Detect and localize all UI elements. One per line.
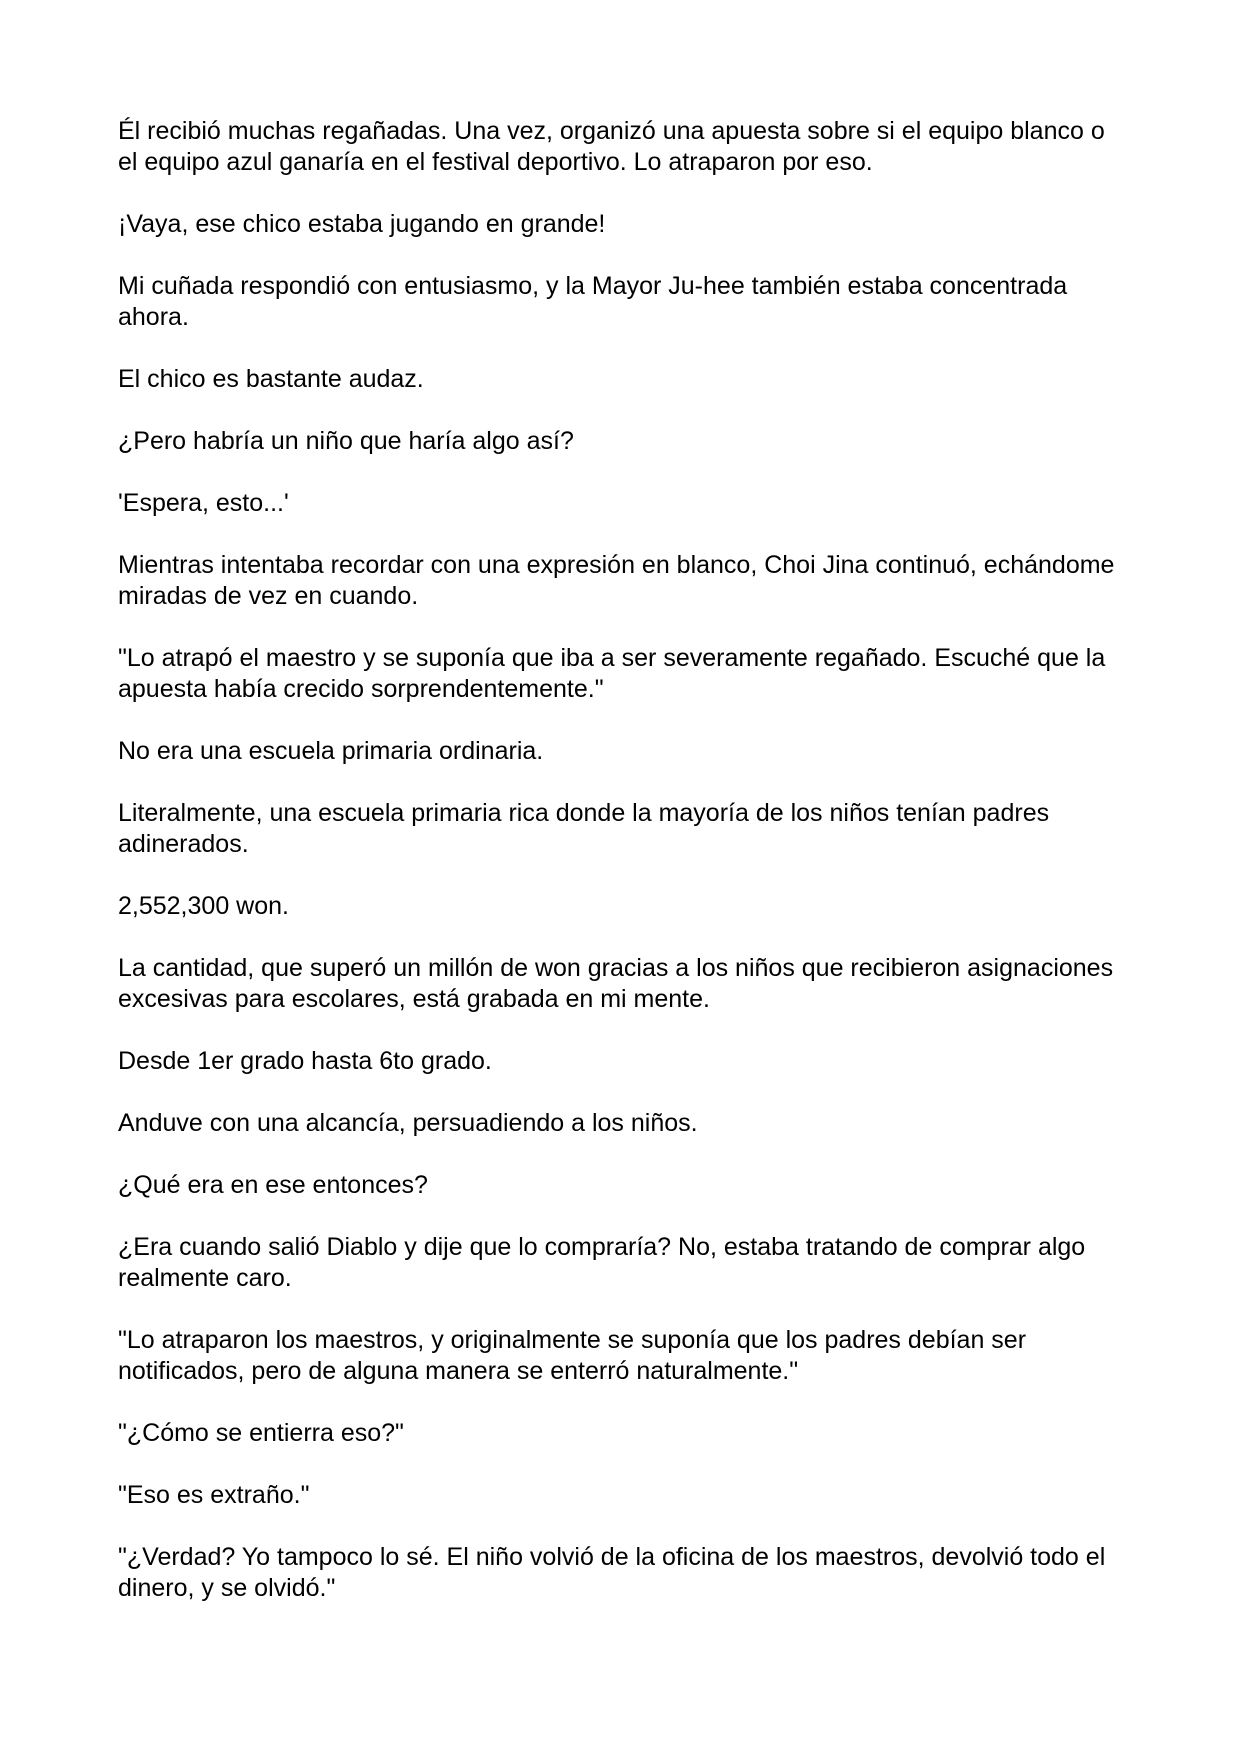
paragraph: Mi cuñada respondió con entusiasmo, y la Mayor Ju-hee también estaba concentrada ahora. bbox=[118, 272, 1068, 331]
paragraph: Anduve con una alcancía, persuadiendo a los niños. bbox=[118, 1109, 698, 1137]
paragraph: 'Espera, esto...' bbox=[118, 489, 289, 517]
paragraph: 2,552,300 won. bbox=[118, 892, 289, 920]
paragraph: Mientras intentaba recordar con una expresión en blanco, Choi Jina continuó, echándome miradas de vez en cuando. bbox=[118, 551, 1115, 610]
paragraph: ¿Era cuando salió Diablo y dije que lo compraría? No, estaba tratando de comprar algo realmente caro. bbox=[118, 1233, 1086, 1292]
paragraph: Él recibió muchas regañadas. Una vez, organizó una apuesta sobre si el equipo blanco o el equipo azul ganaría en el festival deportivo. Lo atraparon por eso. bbox=[118, 117, 1105, 176]
paragraph: ¡Vaya, ese chico estaba jugando en grande! bbox=[118, 210, 606, 238]
paragraph: La cantidad, que superó un millón de won gracias a los niños que recibieron asignaciones excesivas para escolares, está grabada en mi mente. bbox=[118, 954, 1114, 1013]
paragraph: El chico es bastante audaz. bbox=[118, 365, 424, 393]
paragraph: "Lo atraparon los maestros, y originalmente se suponía que los padres debían ser notificados, pero de alguna manera se enterró naturalmente." bbox=[118, 1326, 1027, 1385]
paragraph: Desde 1er grado hasta 6to grado. bbox=[118, 1047, 492, 1075]
document-body bbox=[118, 116, 1128, 1635]
paragraph: ¿Qué era en ese entonces? bbox=[118, 1171, 428, 1199]
paragraph: "Lo atrapó el maestro y se suponía que iba a ser severamente regañado. Escuché que la apuesta había crecido sorprendentemente." bbox=[118, 644, 1106, 703]
paragraph: "¿Verdad? Yo tampoco lo sé. El niño volvió de la oficina de los maestros, devolvió todo el dinero, y se olvidó." bbox=[118, 1543, 1106, 1602]
paragraph: No era una escuela primaria ordinaria. bbox=[118, 737, 544, 765]
paragraph: Literalmente, una escuela primaria rica donde la mayoría de los niños tenían padres adinerados. bbox=[118, 799, 1050, 858]
paragraph: "¿Cómo se entierra eso?" bbox=[118, 1419, 404, 1447]
paragraph: "Eso es extraño." bbox=[118, 1481, 310, 1509]
paragraph: ¿Pero habría un niño que haría algo así? bbox=[118, 427, 574, 455]
